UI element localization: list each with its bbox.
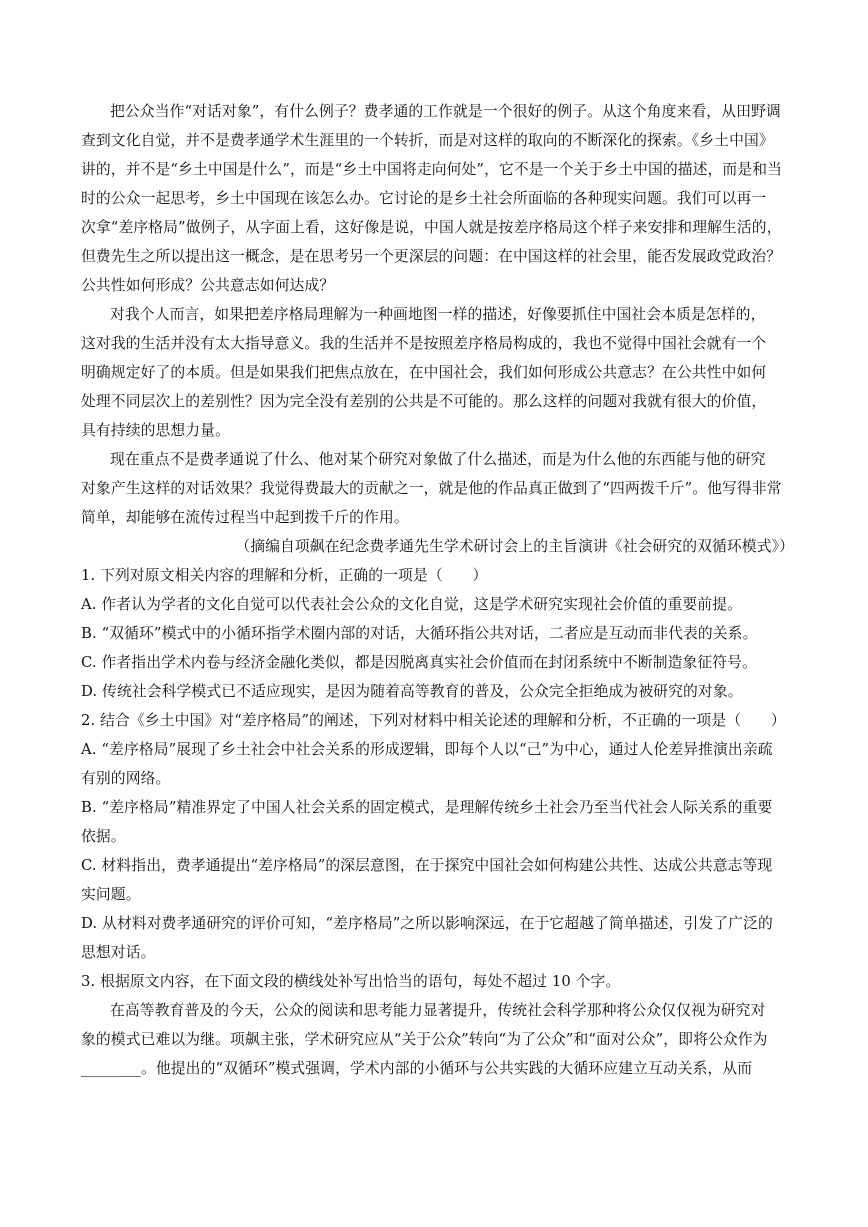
question-3-passage-line[interactable]: ________。他提出的“双循环”模式强调，学术内部的小循环与公共实践的大循环应建立互动关系，从而 xyxy=(81,1060,753,1077)
paragraph-2-line: 明确规定好了的本质。但是如果我们把焦点放在，在中国社会，我们如何形成公共意志？在公共性中如何 xyxy=(81,364,767,381)
paragraph-1-line: 但费先生之所以提出这一概念，是在思考另一个更深层的问题：在中国这样的社会里，能否发展政党政治？ xyxy=(81,248,782,265)
question-2-option-d-cont[interactable]: 思想对话。 xyxy=(81,944,156,961)
question-1-stem: 1. 下列对原文相关内容的理解和分析，正确的一项是（ ） xyxy=(81,567,488,584)
question-3-stem: 3. 根据原文内容，在下面文段的横线处补写出恰当的语句，每处不超过 10 个字。 xyxy=(81,973,621,990)
paragraph-2-line: 这对我的生活并没有太大指导意义。我的生活并不是按照差序格局构成的，我也不觉得中国社会就有一个 xyxy=(81,335,767,352)
paragraph-2-line: 具有持续的思想力量。 xyxy=(81,422,230,439)
question-2-option-d[interactable]: D. 从材料对费孝通研究的评价可知，“差序格局”之所以影响深远，在于它超越了简单描述，引发了广泛的 xyxy=(81,915,773,932)
paragraph-2-line: 处理不同层次上的差别性？因为完全没有差别的公共是不可能的。那么这样的问题对我就有很大的价值， xyxy=(81,393,767,410)
paragraph-1-line: 次拿“差序格局”做例子，从字面上看，这好像是说，中国人就是按差序格局这个样子来安排和理解生活的， xyxy=(81,219,782,236)
paragraph-1-line: 查到文化自觉，并不是费孝通学术生涯里的一个转折，而是对这样的取向的不断深化的探索。《乡土中国》 xyxy=(81,132,774,149)
paragraph-2-line: 对我个人而言，如果把差序格局理解为一种画地图一样的描述，好像要抓住中国社会本质是怎样的， xyxy=(110,306,766,323)
question-1-option-b[interactable]: B. “双循环”模式中的小循环指学术圈内部的对话，大循环指公共对话，二者应是互动而非代表的关系。 xyxy=(81,625,758,642)
paragraph-1-line: 公共性如何形成？公共意志如何达成？ xyxy=(81,277,335,294)
question-2-option-b[interactable]: B. “差序格局”精准界定了中国人社会关系的固定模式，是理解传统乡土社会乃至当代社会人际关系的重要 xyxy=(81,799,773,816)
question-2-option-a-cont[interactable]: 有别的网络。 xyxy=(81,770,171,787)
question-2-option-c-cont[interactable]: 实问题。 xyxy=(81,886,141,903)
question-3-passage-line: 在高等教育普及的今天，公众的阅读和思考能力显著提升，传统社会科学那种将公众仅仅视为研究对 xyxy=(110,1002,766,1019)
question-2-stem: 2. 结合《乡土中国》对“差序格局”的阐述，下列对材料中相关论述的理解和分析，不正确的一项是（ ） xyxy=(81,712,786,729)
question-2-option-b-cont[interactable]: 依据。 xyxy=(81,828,126,845)
question-1-option-c[interactable]: C. 作者指出学术内卷与经济金融化类似，都是因脱离真实社会价值而在封闭系统中不断制造象征符号。 xyxy=(81,654,757,671)
paragraph-1-line: 时的公众一起思考，乡土中国现在该怎么办。它讨论的是乡土社会所面临的各种现实问题。我们可以再一 xyxy=(81,190,767,207)
paragraph-3-line: 现在重点不是费孝通说了什么、他对某个研究对象做了什么描述，而是为什么他的东西能与他的研究 xyxy=(110,451,766,468)
question-2-option-c[interactable]: C. 材料指出，费孝通提出“差序格局”的深层意图，在于探究中国社会如何构建公共性、达成公共意志等现 xyxy=(81,857,773,874)
paragraph-3-line: 对象产生这样的对话效果？我觉得费最大的贡献之一，就是他的作品真正做到了“四两拨千斤”。他写得非常 xyxy=(81,480,782,497)
question-2-option-a[interactable]: A. “差序格局”展现了乡土社会中社会关系的形成逻辑，即每个人以“己”为中心，通过人伦差异推演出亲疏 xyxy=(81,741,773,758)
paragraph-1-line: 讲的，并不是“乡土中国是什么”，而是“乡土中国将走向何处”，它不是一个关于乡土中国的描述，而是和当 xyxy=(81,161,783,178)
question-1-option-a[interactable]: A. 作者认为学者的文化自觉可以代表社会公众的文化自觉，这是学术研究实现社会价值的重要前提。 xyxy=(81,596,742,613)
paragraph-3-line: 简单，却能够在流传过程当中起到拨千斤的作用。 xyxy=(81,509,409,526)
paragraph-1-line: 把公众当作“对话对象”，有什么例子？费孝通的工作就是一个很好的例子。从这个角度来看，从田野调 xyxy=(110,103,781,120)
question-3-passage-line: 象的模式已难以为继。项飙主张，学术研究应从“关于公众”转向“为了公众”和“面对公众”，即将公众作为 xyxy=(81,1031,768,1048)
question-1-option-d[interactable]: D. 传统社会科学模式已不适应现实，是因为随着高等教育的普及，公众完全拒绝成为被研究的对象。 xyxy=(81,683,743,700)
source-citation: （摘编自项飙在纪念费孝通先生学术研讨会上的主旨演讲《社会研究的双循环模式》） xyxy=(235,538,794,555)
